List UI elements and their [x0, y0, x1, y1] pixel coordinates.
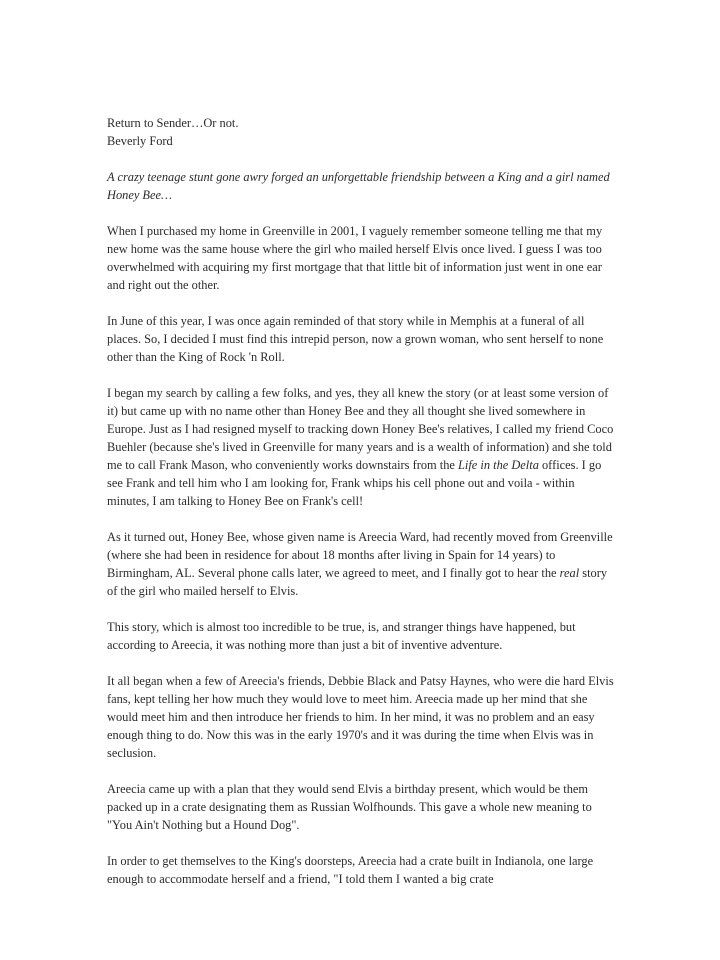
- paragraph-5: This story, which is almost too incredible to be true, is, and stranger things have happened, but according to Areecia, it was nothing more than just a bit of inventive adventure.: [107, 620, 576, 652]
- paragraph-1: When I purchased my home in Greenville in 2001, I vaguely remember someone telling me that my new home was the same house where the girl who mailed herself Elvis once lived. I guess I was too overwhelmed with acquiring my first mortgage that that little bit of information just went in one ear and right out the other.: [107, 224, 603, 292]
- paragraph-4: [107, 528, 617, 600]
- article-tagline: A crazy teenage stunt gone awry forged an unforgettable friendship between a King and a girl named Honey Bee…: [107, 170, 610, 202]
- article-author: Beverly Ford: [107, 134, 173, 148]
- paragraph-8: In order to get themselves to the King's doorsteps, Areecia had a crate built in Indianola, one large enough to accommodate herself and a friend, "I told them I wanted a big crate: [107, 854, 594, 886]
- paragraph-6: It all began when a few of Areecia's friends, Debbie Black and Patsy Haynes, who were die hard Elvis fans, kept telling her how much they would love to meet him. Areecia made up her mind that she would meet him and then introduce her friends to him. In her mind, it was no problem and an easy enough thing to do. Now this was in the early 1970's and it was during the time when Elvis was in seclusion.: [107, 674, 614, 760]
- paragraph-4-text-start: As it turned out, Honey Bee, whose given name is Areecia Ward, had recently moved from Greenville (where she had been in residence for about 18 months after living in Spain for 14 years) to Birmingham, AL. Several phone calls later, we agreed to meet, and I finally got to hear the: [107, 530, 613, 580]
- paragraph-3: [107, 384, 617, 510]
- paragraph-4-text-end: story of the girl who mailed herself to Elvis.: [107, 566, 608, 598]
- magazine-name: Life in the Delta: [458, 458, 539, 472]
- article-body: [107, 114, 617, 888]
- article-title: Return to Sender…Or not.: [107, 116, 239, 130]
- paragraph-3-text-end: offices. I go see Frank and tell him who I am looking for, Frank whips his cell phone out and voila - within minutes, I am talking to Honey Bee on Frank's cell!: [107, 458, 602, 508]
- emphasis-real: real: [559, 566, 580, 580]
- paragraph-2: In June of this year, I was once again reminded of that story while in Memphis at a funeral of all places. So, I decided I must find this intrepid person, now a grown woman, who sent herself to none other than the King of Rock 'n Roll.: [107, 314, 604, 364]
- paragraph-3-text-start: I began my search by calling a few folks, and yes, they all knew the story (or at least some version of it) but came up with no name other than Honey Bee and they all thought she lived somewhere in Europe. Just as I had resigned myself to tracking down Honey Bee's relatives, I called my friend Coco Buehler (because she's lived in Greenville for many years and is a wealth of information) and she told me to call Frank Mason, who conveniently works downstairs from the: [107, 386, 614, 472]
- paragraph-7: Areecia came up with a plan that they would send Elvis a birthday present, which would be them packed up in a crate designating them as Russian Wolfhounds. This gave a whole new meaning to "You Ain't Nothing but a Hound Dog".: [107, 782, 592, 832]
